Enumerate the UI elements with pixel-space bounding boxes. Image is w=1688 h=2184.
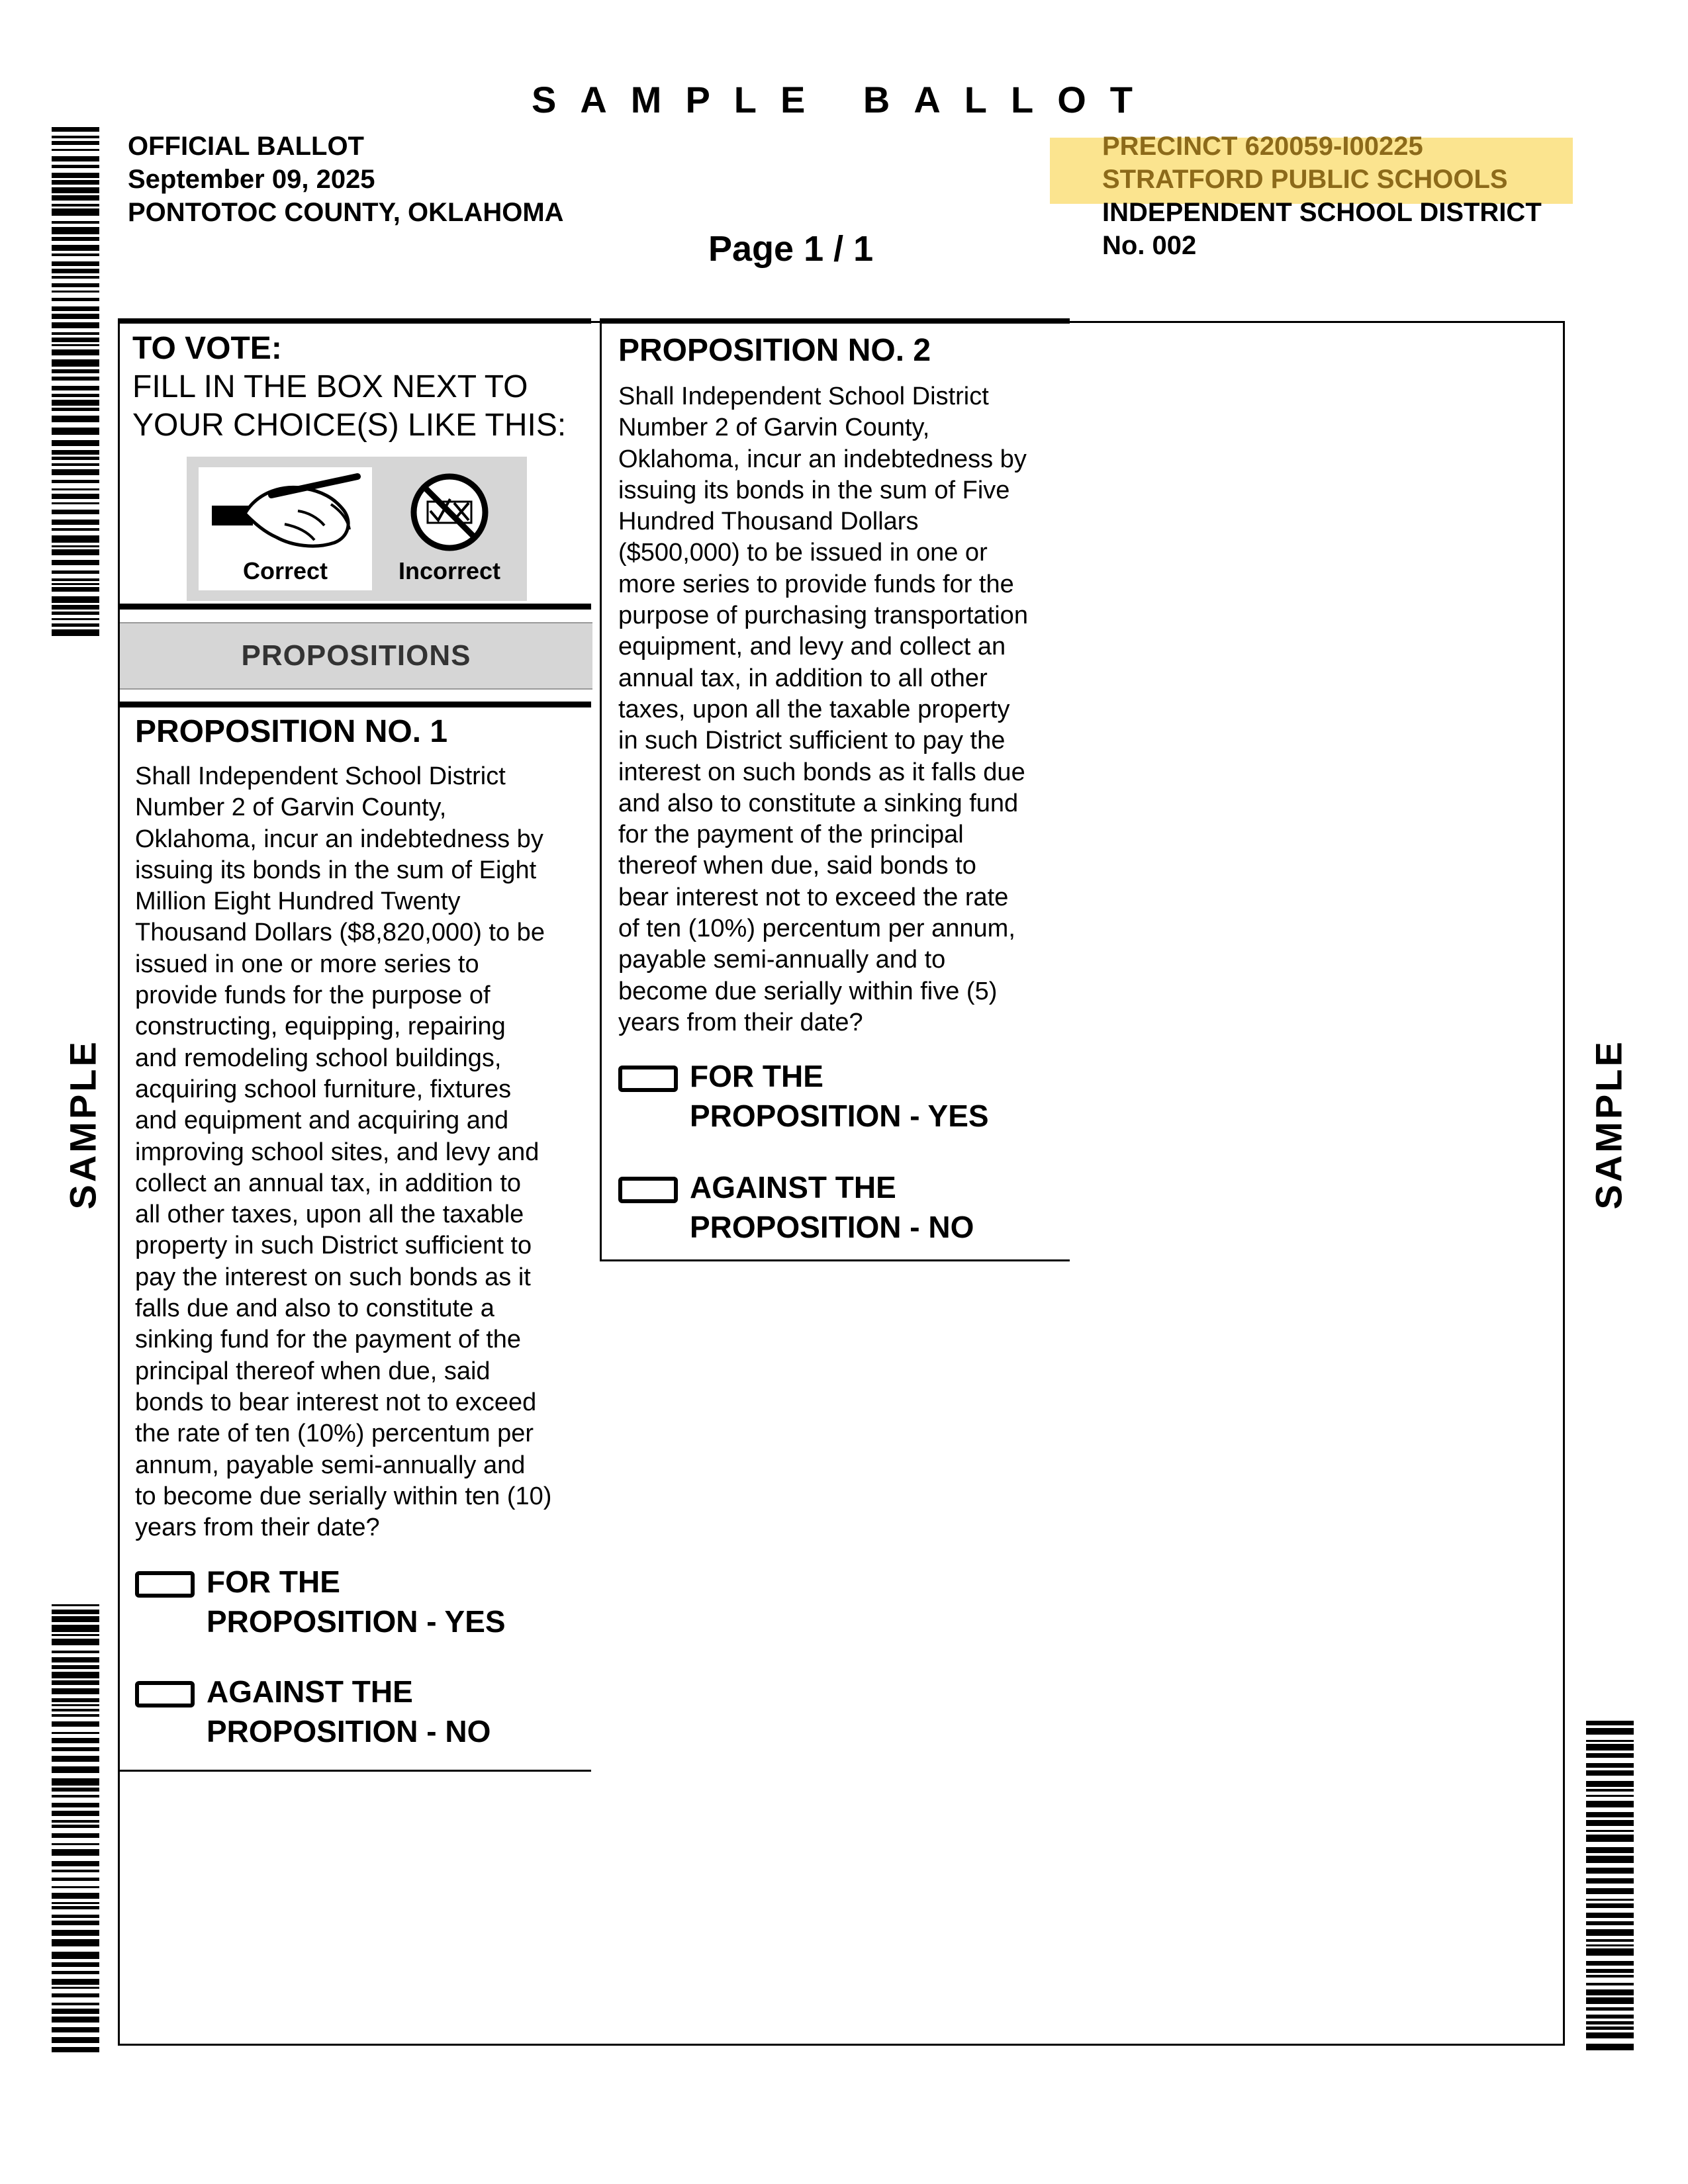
- proposition-1-no-option[interactable]: [135, 1672, 491, 1751]
- official-ballot-label: OFFICIAL BALLOT: [128, 132, 364, 161]
- hand-pen-icon: [199, 471, 372, 557]
- correct-label: Correct: [242, 557, 328, 584]
- separator-rule: [118, 604, 591, 610]
- column-1-bottom-rule: [118, 1770, 591, 1772]
- proposition-1-yes-checkbox[interactable]: [135, 1571, 195, 1598]
- barcode-left-top: [52, 127, 99, 637]
- instructions-line-2: YOUR CHOICE(S) LIKE THIS:: [132, 408, 567, 443]
- column-2-left-rule: [600, 324, 602, 1259]
- proposition-2-no-checkbox[interactable]: [618, 1177, 678, 1203]
- barcode-left-bottom: [52, 1604, 99, 2054]
- district-name: STRATFORD PUBLIC SCHOOLS: [1102, 165, 1508, 194]
- ballot-info-left: [128, 130, 564, 229]
- proposition-1-yes-option[interactable]: [135, 1562, 506, 1641]
- column-2-bottom-rule: [600, 1259, 1070, 1261]
- proposition-2-yes-checkbox[interactable]: [618, 1066, 678, 1092]
- voting-instructions: [132, 330, 566, 445]
- side-sample-right: SAMPLE: [1587, 1039, 1630, 1210]
- ballot-title: SAMPLE BALLOT: [532, 79, 1156, 120]
- proposition-1-no-checkbox[interactable]: [135, 1681, 195, 1707]
- proposition-2-no-label: AGAINST THE PROPOSITION - NO: [690, 1170, 974, 1244]
- propositions-header: PROPOSITIONS: [120, 622, 592, 690]
- district-number: No. 002: [1102, 231, 1197, 260]
- precinct-id: PRECINCT 620059-I00225: [1102, 132, 1423, 161]
- side-sample-left: SAMPLE: [62, 1039, 104, 1210]
- proposition-1-yes-label: FOR THE PROPOSITION - YES: [207, 1565, 506, 1639]
- incorrect-example: [381, 467, 518, 590]
- proposition-1-no-label: AGAINST THE PROPOSITION - NO: [207, 1674, 491, 1749]
- district-type: INDEPENDENT SCHOOL DISTRICT: [1102, 198, 1542, 227]
- proposition-1-text: Shall Independent School District Number 2 of Garvin County, Oklahoma, incur an indebtedness by issuing its bonds in the sum of Eight Million Eight Hundred Twenty Thousand Dollars ($8,820,000) to be issued in one or more series to provide funds for the purpose of constructing, equipping, repairing and remodeling school buildings, acquiring school furniture, fixtures and equipment and acquiring and improving school sites, and levy and collect an annual tax, in addition to all other taxes, upon all the taxable property in such District sufficient to pay the interest on such bonds as it falls due and also to constitute a sinking fund for the payment of the principal thereof when due, said bonds to bear interest not to exceed the rate of ten (10%) percentum per annum, payable semi-annually and to become due serially within ten (10) years from their date?: [135, 762, 552, 1542]
- proposition-2-no-option[interactable]: [618, 1167, 974, 1247]
- ballot-info-right: [1102, 130, 1542, 262]
- incorrect-label: Incorrect: [398, 557, 501, 584]
- proposition-2-text: Shall Independent School District Number 2 of Garvin County, Oklahoma, incur an indebtedness by issuing its bonds in the sum of Five Hundred Thousand Dollars ($500,000) to be issued in one or more series to provide funds for the purpose of purchasing transportation equipment, and levy and collect an annual tax, in addition to all other taxes, upon all the taxable property in such District sufficient to pay the interest on such bonds as it falls due and also to constitute a sinking fund for the payment of the principal thereof when due, said bonds to bear interest not to exceed the rate of ten (10%) percentum per annum, payable semi-annually and to become due serially within five (5) years from their date?: [618, 383, 1028, 1036]
- correct-example: [199, 467, 372, 590]
- barcode-right-bottom: [1586, 1721, 1634, 2052]
- instructions-heading: TO VOTE:: [132, 331, 282, 366]
- page-number: Page 1 / 1: [708, 229, 874, 269]
- column-1-left-rule: [118, 324, 120, 1774]
- election-date: September 09, 2025: [128, 165, 375, 194]
- separator-rule: [118, 702, 591, 707]
- column-2-top-rule: [600, 318, 1070, 324]
- proposition-2-yes-label: FOR THE PROPOSITION - YES: [690, 1059, 989, 1133]
- county-name: PONTOTOC COUNTY, OKLAHOMA: [128, 198, 564, 227]
- no-checkmark-icon: [381, 471, 518, 557]
- instructions-line-1: FILL IN THE BOX NEXT TO: [132, 369, 528, 404]
- proposition-2-title: PROPOSITION NO. 2: [618, 333, 931, 368]
- proposition-1-title: PROPOSITION NO. 1: [135, 714, 448, 749]
- column-1-top-rule: [118, 318, 591, 324]
- proposition-2-yes-option[interactable]: [618, 1056, 989, 1136]
